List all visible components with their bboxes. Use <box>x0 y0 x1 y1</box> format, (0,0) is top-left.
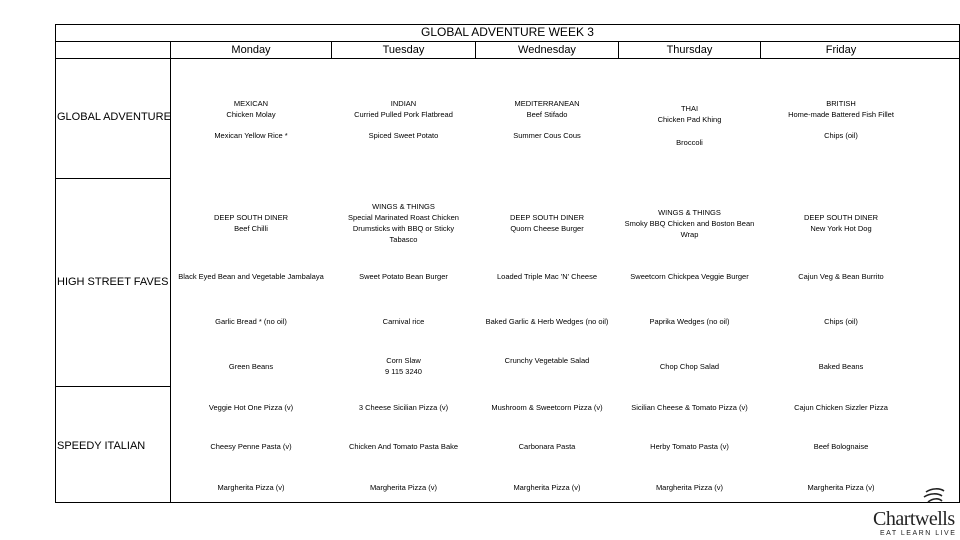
brand-tagline: EAT LEARN LIVE <box>880 530 957 537</box>
menu-table <box>55 24 960 503</box>
menu-cell: Mushroom & Sweetcorn Pizza (v) <box>491 403 603 412</box>
menu-cell: Corn Slaw 9 115 3240 <box>385 356 422 376</box>
menu-cell: Garlic Bread * (no oil) <box>215 317 287 326</box>
menu-cell: DEEP SOUTH DINER Quorn Cheese Burger <box>509 213 585 233</box>
menu-cell: Margherita Pizza (v) <box>217 483 285 492</box>
day-header-thursday: Thursday <box>666 44 713 56</box>
menu-cell: Margherita Pizza (v) <box>655 483 724 492</box>
menu-cell: Chips (oil) <box>824 317 858 326</box>
menu-cell: Beef Bolognaise <box>813 442 869 451</box>
menu-cell: Green Beans <box>228 362 274 371</box>
menu-cell: Paprika Wedges (no oil) <box>649 317 730 326</box>
menu-cell: Sicilian Cheese & Tomato Pizza (v) <box>631 403 748 412</box>
menu-cell: Summer Cous Cous <box>513 131 581 140</box>
menu-cell: MEDITERRANEAN Beef Stifado <box>514 99 580 119</box>
menu-cell: THAI Chicken Pad Khing <box>657 104 722 124</box>
menu-cell: Margherita Pizza (v) <box>369 483 438 492</box>
section-divider <box>55 386 170 387</box>
menu-cell: Spiced Sweet Potato <box>368 131 439 140</box>
menu-cell: MEXICAN Chicken Molay <box>226 99 276 119</box>
menu-cell: Margherita Pizza (v) <box>513 483 581 492</box>
menu-cell: DEEP SOUTH DINER New York Hot Dog <box>803 213 879 233</box>
menu-cell: INDIAN Curried Pulled Pork Flatbread <box>354 99 453 119</box>
menu-cell: BRITISH Home-made Battered Fish Fillet <box>788 99 894 119</box>
menu-cell: Mexican Yellow Rice * <box>214 131 288 140</box>
section-divider <box>55 178 170 179</box>
menu-cell: Baked Beans <box>818 362 864 371</box>
menu-cell: Baked Garlic & Herb Wedges (no oil) <box>485 317 609 326</box>
menu-cell: DEEP SOUTH DINER Beef Chilli <box>213 213 289 233</box>
menu-cell: Sweetcorn Chickpea Veggie Burger <box>630 272 749 281</box>
menu-cell: Chop Chop Salad <box>659 362 720 371</box>
menu-cell: Chicken And Tomato Pasta Bake <box>348 442 459 451</box>
day-header-monday: Monday <box>231 44 271 56</box>
brand-name: Chartwells <box>873 508 955 530</box>
menu-cell: Carbonara Pasta <box>518 442 576 451</box>
menu-cell: Margherita Pizza (v) <box>807 483 875 492</box>
menu-cell: Cheesy Penne Pasta (v) <box>210 442 292 451</box>
section-high-street-faves: HIGH STREET FAVES <box>57 276 169 288</box>
menu-cell: Loaded Triple Mac 'N' Cheese <box>496 272 597 281</box>
menu-cell: Cajun Veg & Bean Burrito <box>798 272 884 281</box>
menu-cell: Black Eyed Bean and Vegetable Jambalaya <box>178 272 324 281</box>
section-speedy-italian: SPEEDY ITALIAN <box>57 440 146 452</box>
menu-cell: Veggie Hot One Pizza (v) <box>208 403 294 412</box>
day-header-wednesday: Wednesday <box>518 44 576 56</box>
menu-cell: Sweet Potato Bean Burger <box>359 272 448 281</box>
menu-cell: WINGS & THINGS Smoky BBQ Chicken and Boston Bean Wrap <box>624 208 755 239</box>
day-header-tuesday: Tuesday <box>382 44 425 56</box>
menu-cell: 3 Cheese Sicilian Pizza (v) <box>358 403 449 412</box>
menu-cell: Cajun Chicken Sizzler Pizza <box>794 403 888 412</box>
menu-cell: Broccoli <box>676 138 703 147</box>
menu-cell: Chips (oil) <box>824 131 858 140</box>
day-header-friday: Friday <box>825 44 857 56</box>
menu-cell: WINGS & THINGS Special Marinated Roast Chicken Drumsticks with BBQ or Sticky Tabasco <box>348 202 459 244</box>
menu-cell: Crunchy Vegetable Salad <box>504 356 590 365</box>
menu-title: GLOBAL ADVENTURE WEEK 3 <box>55 24 960 42</box>
menu-cell: Herby Tomato Pasta (v) <box>650 442 729 451</box>
section-global-adventure: GLOBAL ADVENTURE <box>57 111 171 123</box>
menu-cell: Carnival rice <box>382 317 425 326</box>
